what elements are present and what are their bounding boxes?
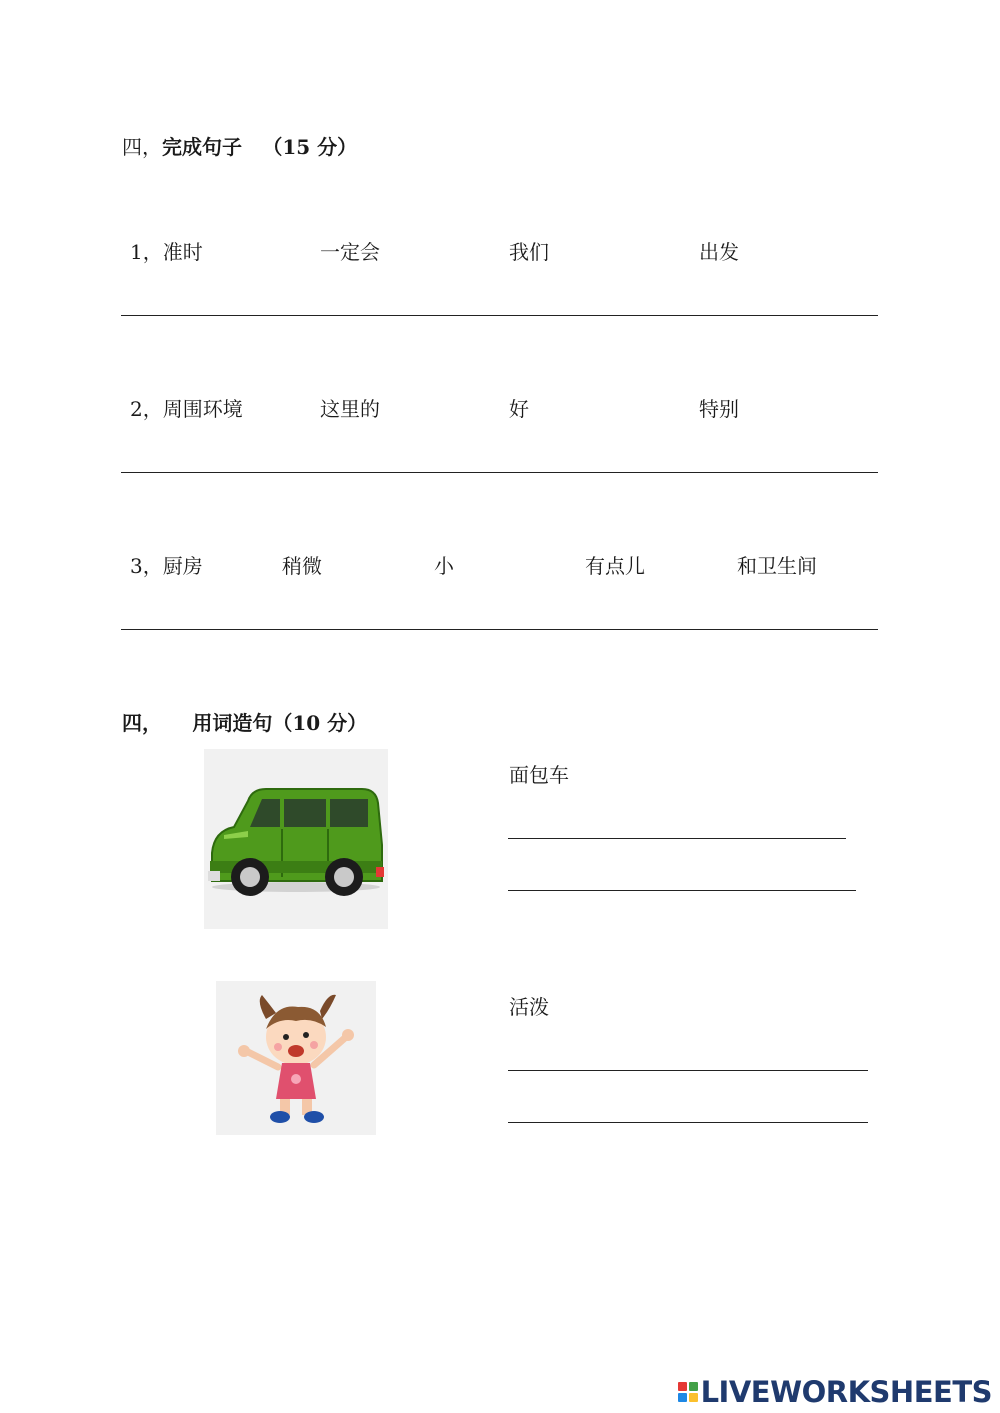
- section-1-score: （15 分）: [262, 135, 358, 159]
- word-chip: 周围环境: [162, 397, 243, 421]
- item-number: 2，: [130, 397, 163, 421]
- item-number: 1，: [130, 240, 163, 264]
- green-van-image: [204, 749, 388, 929]
- section-2-number: 四，: [122, 711, 162, 735]
- word-chip: 有点儿: [585, 554, 645, 578]
- item-number: 3，: [130, 554, 163, 578]
- sentence-line-van-1[interactable]: [508, 838, 846, 839]
- section-1-title: 完成句子: [162, 135, 242, 159]
- word-chip: 这里的: [320, 397, 380, 421]
- girl-icon: [216, 981, 376, 1135]
- word-chip: 出发: [699, 240, 739, 264]
- section-1-number: 四，: [122, 135, 162, 159]
- item-3-number-word: [130, 554, 203, 578]
- word-chip: 我们: [509, 240, 549, 264]
- sentence-line-lively-2[interactable]: [508, 1122, 868, 1123]
- cheerful-girl-image: [216, 981, 376, 1135]
- logo-blocks-icon: [678, 1382, 698, 1402]
- item-2-number-word: [130, 397, 243, 421]
- sentence-line-van-2[interactable]: [508, 890, 856, 891]
- answer-line-2[interactable]: [121, 472, 878, 473]
- sentence-line-lively-1[interactable]: [508, 1070, 868, 1071]
- van-icon: [204, 749, 388, 929]
- liveworksheets-logo: [678, 1377, 992, 1407]
- word-chip: 好: [509, 397, 529, 421]
- word-chip: 厨房: [162, 554, 203, 578]
- word-chip: 一定会: [320, 240, 380, 264]
- section-2-title: 用词造句（10 分）: [192, 711, 368, 735]
- section-2-heading: [122, 711, 367, 735]
- word-label-lively: 活泼: [509, 995, 549, 1019]
- section-1-heading: [122, 135, 357, 159]
- word-chip: 特别: [699, 397, 739, 421]
- item-1-number-word: [130, 240, 203, 264]
- word-chip: 准时: [162, 240, 203, 264]
- word-chip: 和卫生间: [737, 554, 817, 578]
- answer-line-1[interactable]: [121, 315, 878, 316]
- answer-line-3[interactable]: [121, 629, 878, 630]
- word-chip: 小: [434, 554, 454, 578]
- word-label-van: 面包车: [509, 763, 569, 787]
- word-chip: 稍微: [282, 554, 322, 578]
- logo-text: LIVEWORKSHEETS: [700, 1375, 992, 1409]
